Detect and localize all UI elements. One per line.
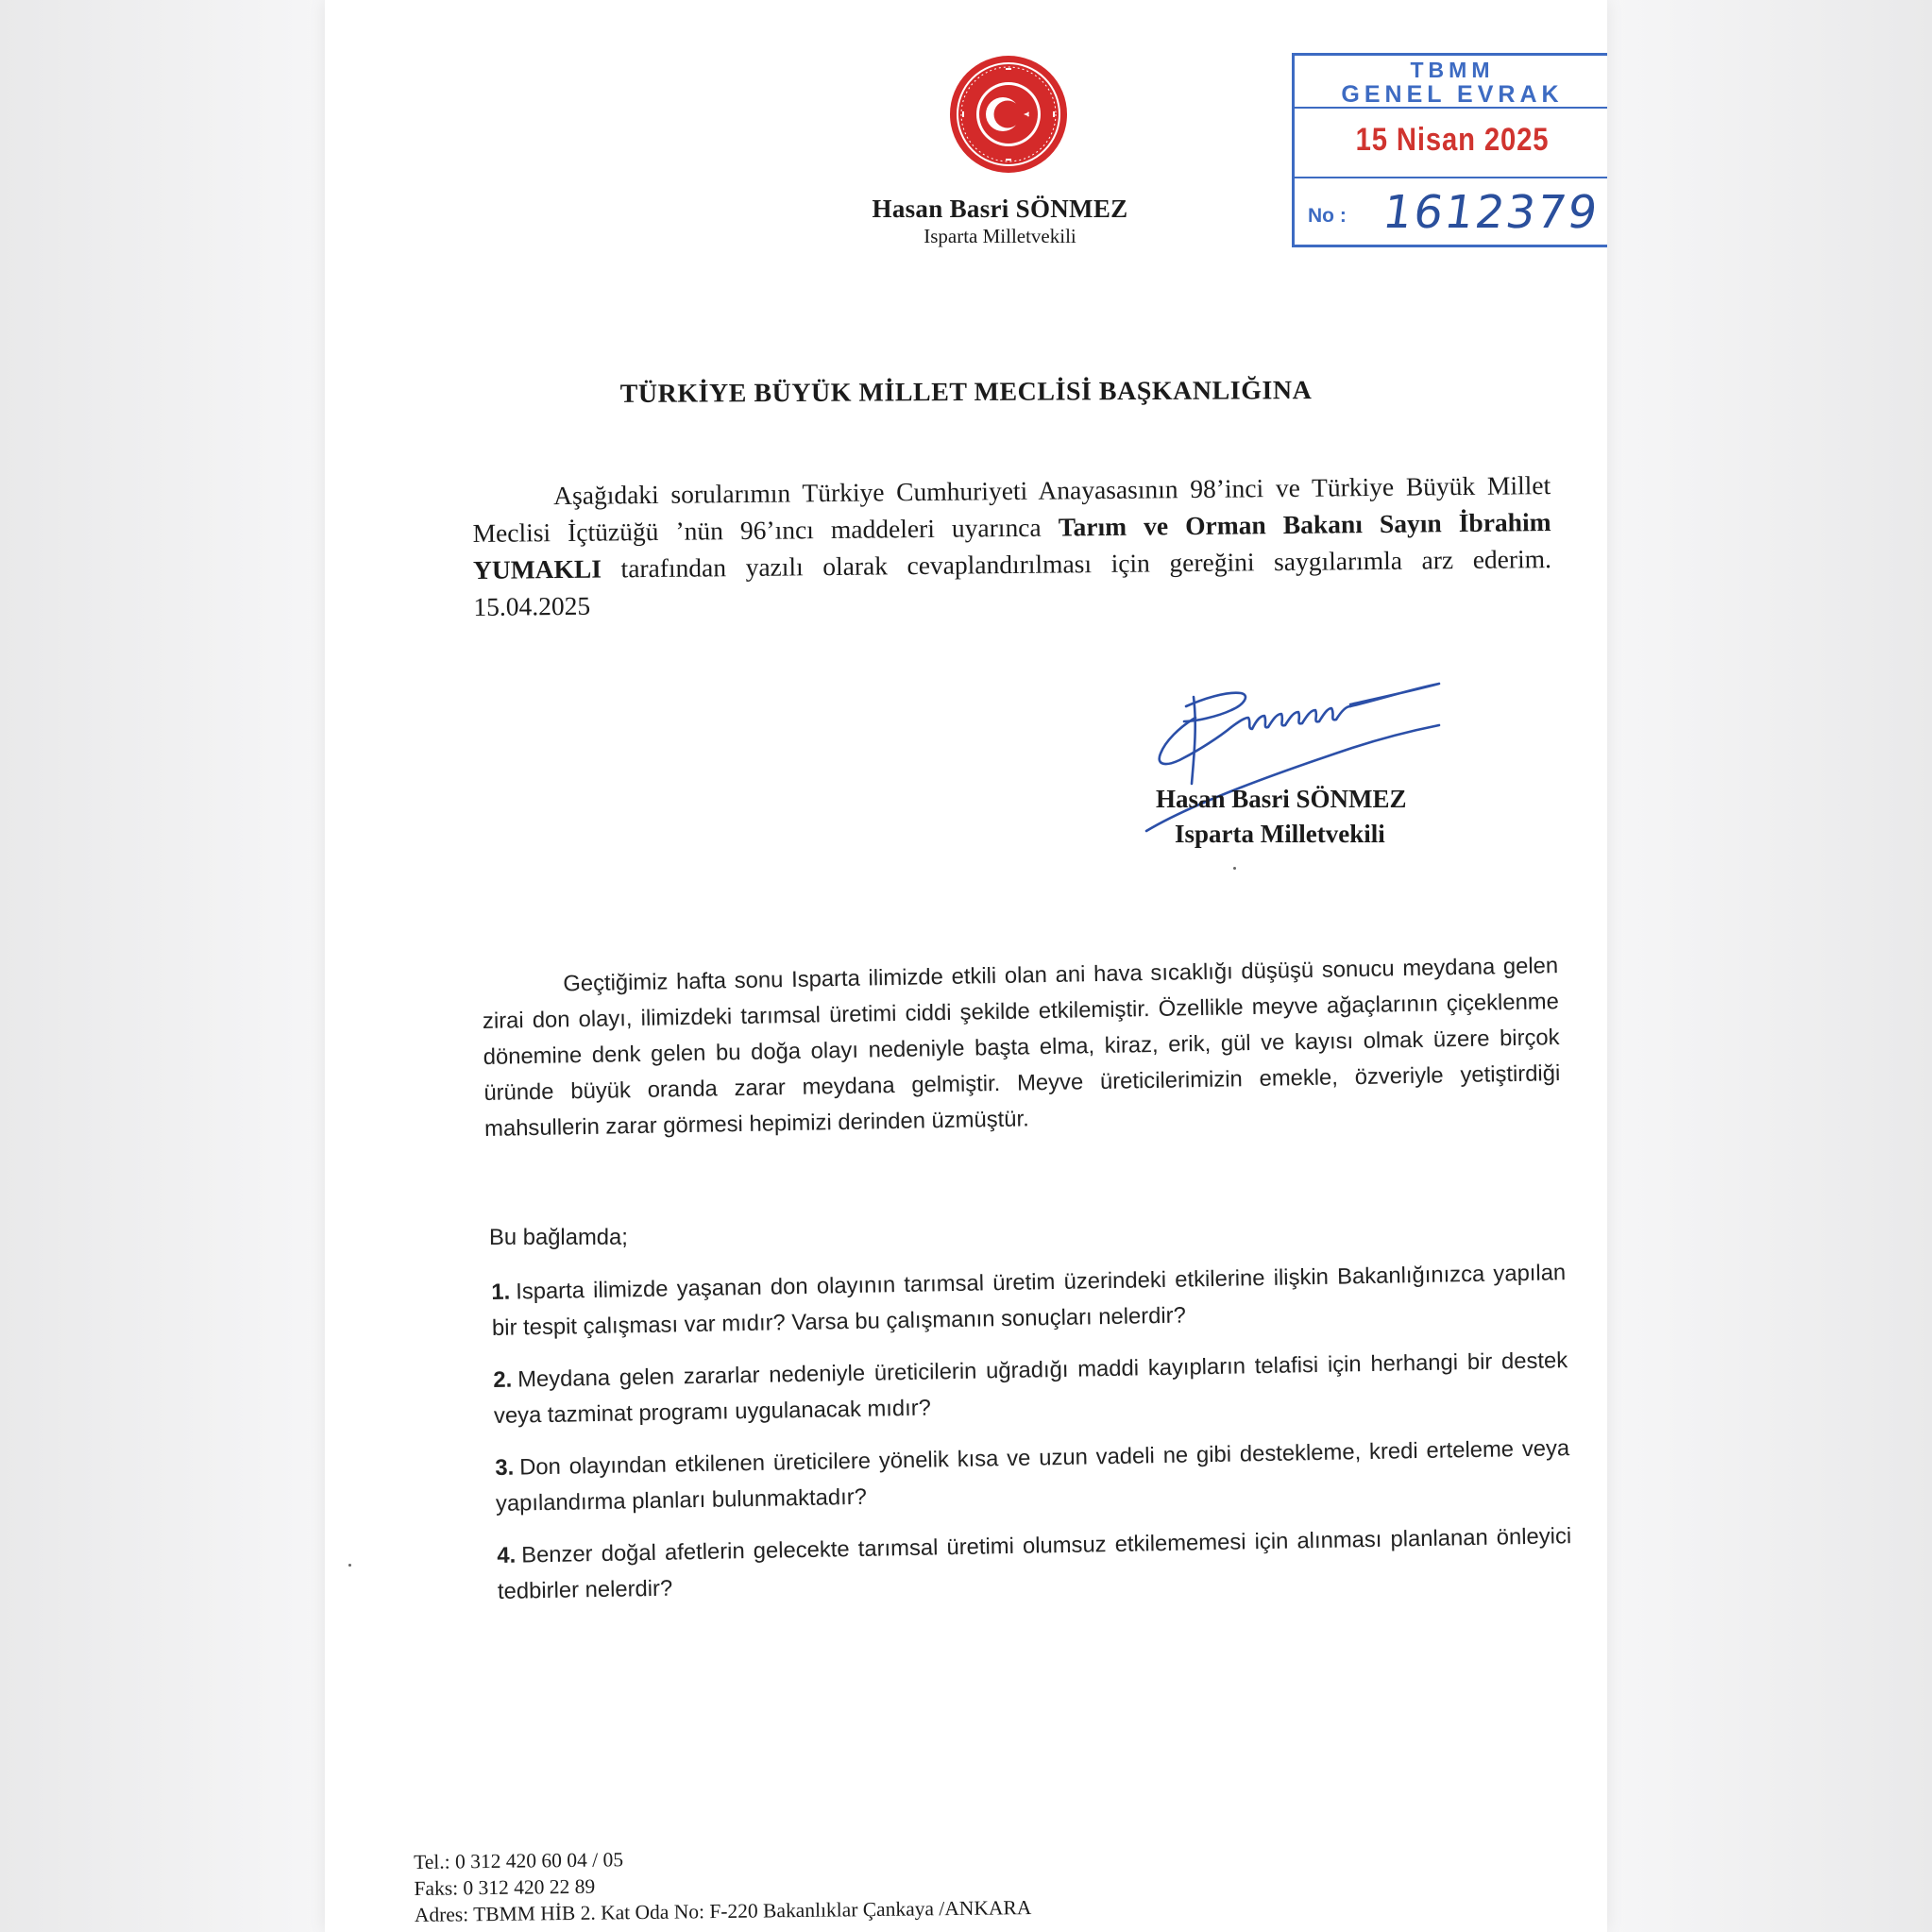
question-text: Meydana gelen zararlar nedeniyle üreticilerin uğradığı maddi kayıpların telafisi için herhangi bir destek veya tazminat programı uygulanacak mıdır? [493, 1347, 1568, 1429]
scan-speck [348, 1564, 351, 1567]
question-item [493, 1343, 1568, 1434]
stamp-line2: GENEL EVRAK [1341, 81, 1564, 108]
intro-text-2: tarafından yazılı olarak cevaplandırılması için gereğini saygılarımla arz ederim. 15.04.2025 [473, 544, 1552, 621]
signatory-name: Hasan Basri SÖNMEZ [1156, 785, 1407, 813]
stamp-no-value: 1612379 [1380, 186, 1602, 239]
contact-footer [414, 1841, 1031, 1928]
question-number: 3. [495, 1454, 515, 1481]
document-page [325, 0, 1607, 1932]
document-title: TÜRKİYE BÜYÜK MİLLET MECLİSİ BAŞKANLIĞINA [619, 376, 1313, 409]
signatory-role: Isparta Milletvekili [1175, 820, 1385, 848]
footer-fax: Faks: 0 312 420 22 89 [414, 1874, 596, 1900]
scan-speck [1233, 867, 1236, 870]
context-line: Bu bağlamda; [489, 1225, 628, 1250]
question-item [497, 1518, 1572, 1610]
intro-text-1: Aşağıdaki sorularımın Türkiye Cumhuriyeti Anayasasının 98’inci ve Türkiye Büyük Millet Meclisi İçtüzüğü ’nün 96’ıncı maddeleri uyarınca [472, 470, 1551, 548]
stamp-no-label: No : [1308, 205, 1347, 227]
tbmm-emblem-icon [948, 54, 1069, 175]
stamp-line1: TBMM [1410, 58, 1495, 82]
question-text: Isparta ilimizde yaşanan don olayının tarımsal üretim üzerindeki etkilerine ilişkin Bakanlığınızca yapılan bir tespit çalışması var mıdır? Varsa bu çalışmanın sonuçları nelerdir? [491, 1260, 1567, 1341]
stamp-header [1295, 56, 1607, 109]
footer-tel: Tel.: 0 312 420 60 04 / 05 [414, 1848, 624, 1873]
footer-address: Adres: TBMM HİB 2. Kat Oda No: F-220 Bakanlıklar Çankaya /ANKARA [414, 1896, 1032, 1926]
question-item [491, 1255, 1567, 1347]
question-number: 4. [497, 1542, 517, 1568]
question-number: 1. [491, 1279, 511, 1305]
header-name: Hasan Basri SÖNMEZ [872, 195, 1128, 223]
background-right [1607, 0, 1932, 1932]
header-role: Isparta Milletvekili [924, 225, 1076, 247]
intro-minister: Tarım ve Orman Bakanı Sayın İbrahim YUMAKLI [472, 507, 1551, 585]
intro-paragraph [472, 466, 1552, 625]
registry-stamp [1292, 53, 1607, 247]
stamp-date: 15 Nisan 2025 [1355, 122, 1550, 158]
question-text: Don olayından etkilenen üreticilere yönelik kısa ve uzun vadeli ne gibi destekleme, kredi erteleme veya yapılandırma planları bulunmaktadır? [495, 1435, 1570, 1517]
body-paragraph: Geçtiğimiz hafta sonu Isparta ilimizde etkili olan ani hava sıcaklığı düşüşü sonucu meydana gelen zirai don olayı, ilimizdeki tarımsal üretimi ciddi şekilde etkilemiştir. Özellikle meyve ağaçlarının çiçeklenme dönemine denk gelen bu doğa olayı nedeniyle başta elma, kiraz, erik, gül ve kayısı olmak üzere birçok üründe büyük oranda zarar meydana gelmiştir. Meyve üreticilerimizin emekle, özveriyle yetiştirdiği mahsullerin zarar görmesi hepimizi derinden üzmüştür. [482, 953, 1561, 1142]
stamp-divider [1295, 177, 1607, 178]
question-item [495, 1431, 1570, 1522]
question-number: 2. [493, 1366, 513, 1393]
signatory-block [1156, 782, 1439, 852]
question-text: Benzer doğal afetlerin gelecekte tarımsal üretimi olumsuz etkilememesi için alınması planlanan önleyici tedbirler nelerdir? [497, 1523, 1572, 1604]
background-left [0, 0, 325, 1932]
